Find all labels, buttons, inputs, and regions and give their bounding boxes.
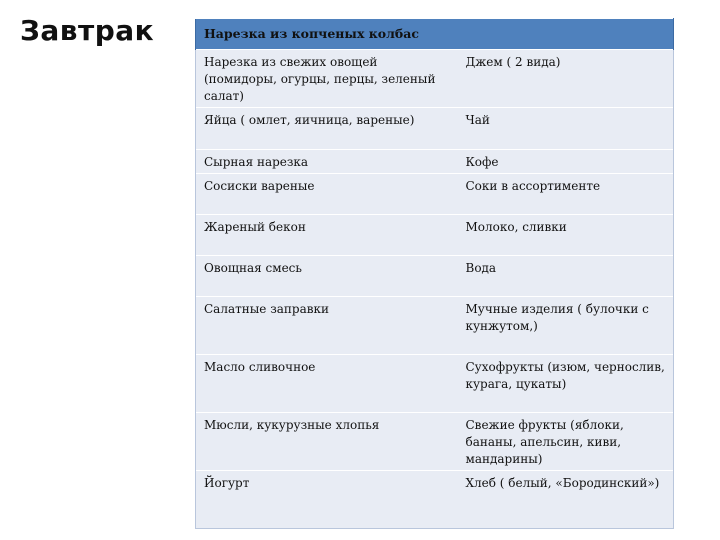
table-cell-right: Сухофрукты (изюм, чернослив, курага, цукаты) bbox=[458, 355, 674, 413]
table-cell-right: Хлеб ( белый, «Бородинский») bbox=[458, 471, 674, 529]
table-cell-right: Молоко, сливки bbox=[458, 215, 674, 256]
table-row bbox=[196, 108, 674, 150]
table-cell-left: Салатные заправки bbox=[196, 297, 458, 355]
table-cell-left: Сырная нарезка bbox=[196, 150, 458, 174]
table-row bbox=[196, 297, 674, 355]
table-row bbox=[196, 174, 674, 215]
breakfast-menu-table bbox=[195, 18, 674, 529]
table-cell-left: Сосиски вареные bbox=[196, 174, 458, 215]
table-cell-left: Яйца ( омлет, яичница, вареные) bbox=[196, 108, 458, 150]
table-cell-right: Кофе bbox=[458, 150, 674, 174]
table-row bbox=[196, 215, 674, 256]
table-cell-right: Мучные изделия ( булочки с кунжутом,) bbox=[458, 297, 674, 355]
table-row bbox=[196, 256, 674, 297]
table-cell-right: Джем ( 2 вида) bbox=[458, 50, 674, 108]
table-cell-left: Масло сливочное bbox=[196, 355, 458, 413]
table-cell-left: Овощная смесь bbox=[196, 256, 458, 297]
table-header-cell: Нарезка из копченых колбас bbox=[196, 19, 674, 50]
table-row bbox=[196, 355, 674, 413]
table-cell-left: Жареный бекон bbox=[196, 215, 458, 256]
slide-title: Завтрак bbox=[20, 14, 155, 47]
table-row bbox=[196, 471, 674, 529]
table-row bbox=[196, 50, 674, 108]
table-cell-right: Вода bbox=[458, 256, 674, 297]
table-cell-left: Мюсли, кукурузные хлопья bbox=[196, 413, 458, 471]
table-cell-left: Йогурт bbox=[196, 471, 458, 529]
table-cell-right: Свежие фрукты (яблоки, бананы, апельсин, киви, мандарины) bbox=[458, 413, 674, 471]
table-header-row bbox=[196, 19, 674, 50]
table-cell-right: Соки в ассортименте bbox=[458, 174, 674, 215]
table-row bbox=[196, 150, 674, 174]
table-cell-right: Чай bbox=[458, 108, 674, 150]
table-row bbox=[196, 413, 674, 471]
table-cell-left: Нарезка из свежих овощей (помидоры, огурцы, перцы, зеленый салат) bbox=[196, 50, 458, 108]
